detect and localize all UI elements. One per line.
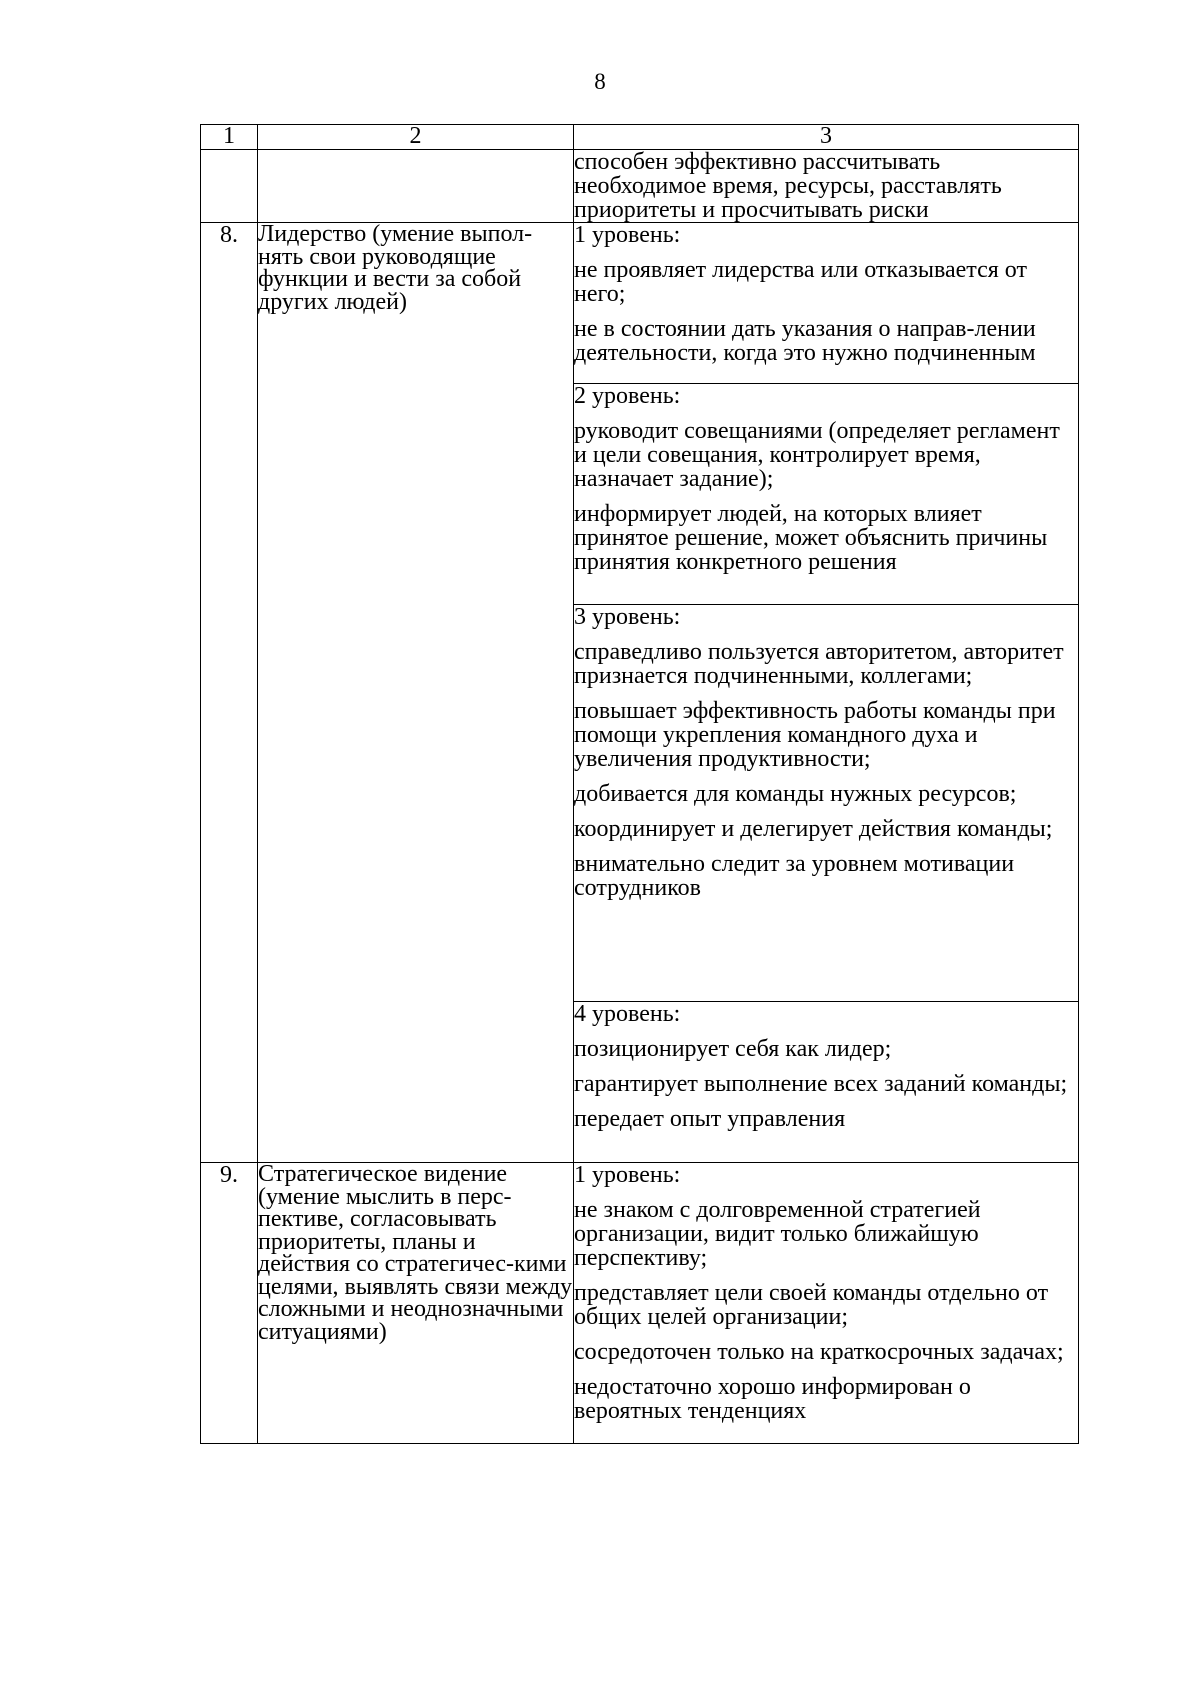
- level-item: сосредоточен только на краткосрочных задачах;: [574, 1339, 1064, 1365]
- level-title: 1 уровень:: [574, 1162, 681, 1188]
- level-item: внимательно следит за уровнем мотивации сотрудников: [574, 851, 1015, 901]
- level-block: [574, 1163, 1079, 1444]
- header-cell-1: 1: [201, 125, 258, 150]
- competency-name: [258, 1163, 574, 1444]
- page-number: 8: [594, 69, 606, 94]
- level-item: не в состоянии дать указания о направ-лении деятельности, когда это нужно подчиненным: [574, 316, 1036, 366]
- table-row: [201, 223, 1079, 384]
- level-block: [574, 384, 1079, 605]
- level-item: передает опыт управления: [574, 1106, 846, 1132]
- level-item: не знаком с долговременной стратегией организации, видит только ближайшую перспективу;: [574, 1197, 981, 1271]
- level-title: 4 уровень:: [574, 1001, 681, 1027]
- level-item: не проявляет лидерства или отказывается от него;: [574, 257, 1027, 307]
- table-header-row: [201, 125, 1079, 150]
- level-item: недостаточно хорошо информирован о вероятных тенденциях: [574, 1374, 971, 1424]
- level-item: информирует людей, на которых влияет принятое решение, может объяснить причины принятия конкретного решения: [574, 501, 1048, 575]
- level-block: [574, 223, 1079, 384]
- level-item: представляет цели своей команды отдельно от общих целей организации;: [574, 1280, 1049, 1330]
- level-title: 2 уровень:: [574, 383, 681, 409]
- header-cell-2: 2: [258, 125, 574, 150]
- competency-name-text: Лидерство (умение выпол-нять свои руководящие функции и вести за собой других людей): [258, 221, 533, 315]
- row-number: 8.: [201, 223, 258, 1163]
- level-item: добивается для команды нужных ресурсов;: [574, 781, 1017, 807]
- competency-table: [200, 124, 1079, 1444]
- level-item: руководит совещаниями (определяет регламент и цели совещания, контролирует время, назначает задание);: [574, 418, 1060, 492]
- level-item: гарантирует выполнение всех заданий команды;: [574, 1071, 1068, 1097]
- level-block: [574, 605, 1079, 1002]
- level-block: [574, 1002, 1079, 1163]
- level-item: повышает эффективность работы команды при помощи укрепления командного духа и увеличения продуктивности;: [574, 698, 1056, 772]
- continuation-text: способен эффективно рассчитывать необходимое время, ресурсы, расставлять приоритеты и просчитывать риски: [574, 150, 1079, 223]
- level-title: 1 уровень:: [574, 222, 681, 248]
- level-item: справедливо пользуется авторитетом, авторитет признается подчиненными, коллегами;: [574, 639, 1064, 689]
- continuation-row: [201, 150, 1079, 223]
- competency-name: [258, 223, 574, 1163]
- table-row: [201, 1163, 1079, 1444]
- level-item: позиционирует себя как лидер;: [574, 1036, 892, 1062]
- competency-name-text: Стратегическое видение (умение мыслить в перс-пективе, согласовывать приоритеты, планы и действия со стратегичес-кими целями, выявлять связи между сложными и неоднозначными ситуациями): [258, 1161, 573, 1345]
- header-cell-3: 3: [574, 125, 1079, 150]
- level-item: координирует и делегирует действия команды;: [574, 816, 1053, 842]
- level-title: 3 уровень:: [574, 604, 681, 630]
- row-number: 9.: [201, 1163, 258, 1444]
